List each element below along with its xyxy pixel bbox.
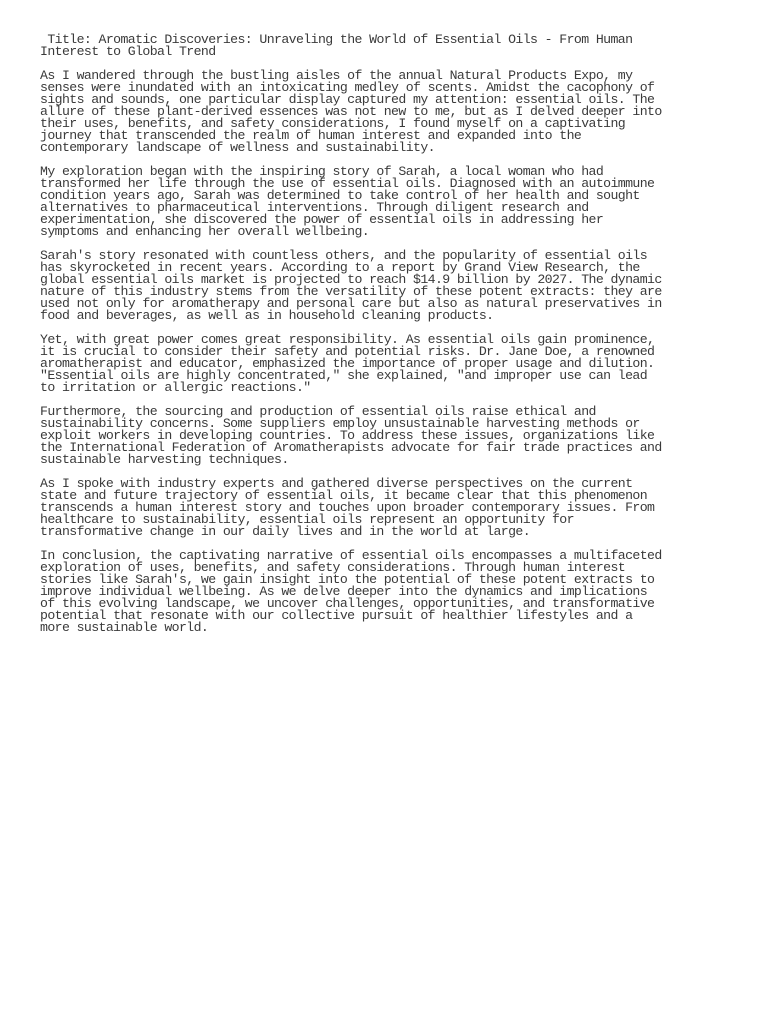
paragraph-4: Yet, with great power comes great responsibility. As essential oils gain prominence, it is crucial to consider their safety and potential risks. Dr. Jane Doe, a renowned aromatherapist and educator, emphasized the importance of proper usage and dilution. "Essential oils are highly concentrated," she explained, "and improper use can lead to irritation or allergic reactions.": [40, 332, 655, 395]
paragraph-3: Sarah's story resonated with countless others, and the popularity of essential oils has skyrocketed in recent years. According to a report by Grand View Research, the global essential oils market is projected to reach $14.9 billion by 2027. The dynamic nature of this industry stems from the versatility of these potent extracts: they are used not only for aromatherapy and personal care but also as natural preservatives in food and beverages, as well as in household cleaning products.: [40, 248, 662, 323]
document-page: [40, 34, 740, 646]
document-title: Title: Aromatic Discoveries: Unraveling the World of Essential Oils - From Human Interest to Global Trend: [40, 32, 633, 59]
paragraph-7: In conclusion, the captivating narrative of essential oils encompasses a multifaceted exploration of uses, benefits, and safety considerations. Through human interest stories like Sarah's, we gain insight into the potential of these potent extracts to improve individual wellbeing. As we delve deeper into the dynamics and implications of this evolving landscape, we uncover challenges, opportunities, and transformative potential that resonate with our collective pursuit of healthier lifestyles and a more sustainable world.: [40, 548, 662, 635]
paragraph-1: As I wandered through the bustling aisles of the annual Natural Products Expo, my senses were inundated with an intoxicating medley of scents. Amidst the cacophony of sights and sounds, one particular display captured my attention: essential oils. The allure of these plant-derived essences was not new to me, but as I delved deeper into their uses, benefits, and safety considerations, I found myself on a captivating journey that transcended the realm of human interest and expanded into the contemporary landscape of wellness and sustainability.: [40, 68, 662, 155]
paragraph-5: Furthermore, the sourcing and production of essential oils raise ethical and sustainability concerns. Some suppliers employ unsustainable harvesting methods or exploit workers in developing countries. To address these issues, organizations like the International Federation of Aromatherapists advocate for fair trade practices and sustainable harvesting techniques.: [40, 404, 662, 467]
paragraph-2: My exploration began with the inspiring story of Sarah, a local woman who had transformed her life through the use of essential oils. Diagnosed with an autoimmune condition years ago, Sarah was determined to take control of her health and sought alternatives to pharmaceutical interventions. Through diligent research and experimentation, she discovered the power of essential oils in addressing her symptoms and enhancing her overall wellbeing.: [40, 164, 655, 239]
paragraph-6: As I spoke with industry experts and gathered diverse perspectives on the current state and future trajectory of essential oils, it became clear that this phenomenon transcends a human interest story and touches upon broader contemporary issues. From healthcare to sustainability, essential oils represent an opportunity for transformative change in our daily lives and in the world at large.: [40, 476, 655, 539]
